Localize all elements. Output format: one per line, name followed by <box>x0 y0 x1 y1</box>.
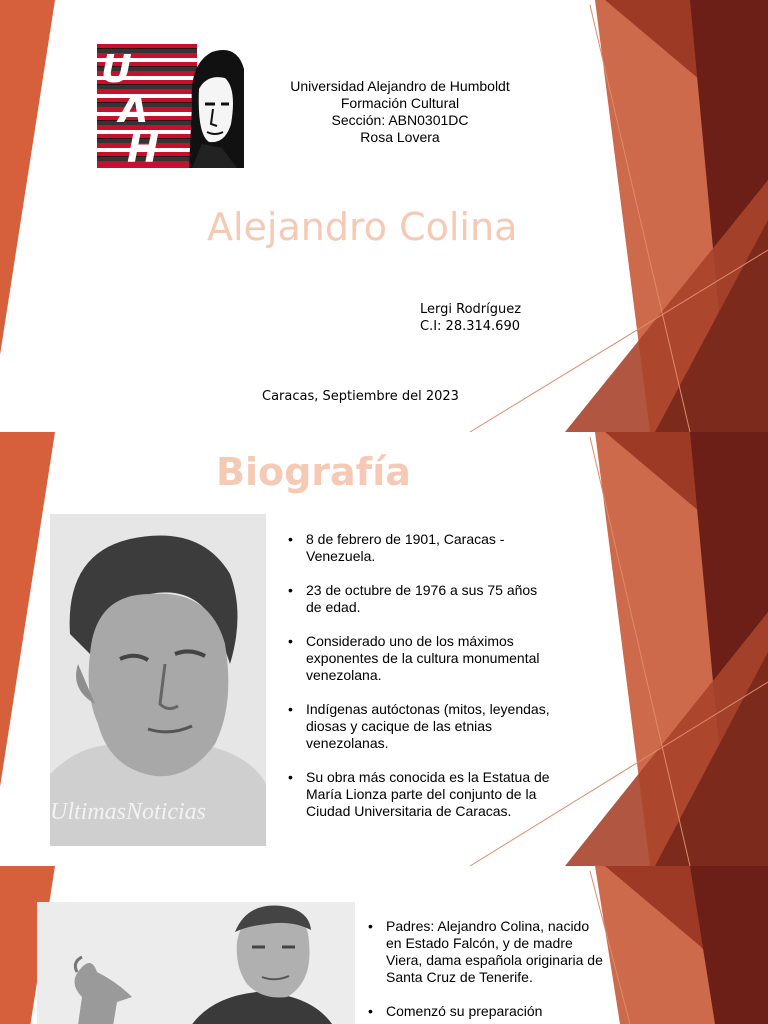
list-item: • Padres: Alejandro Colina, nacido en Estado Falcón, y de madre Viera, dama española originaria de Santa Cruz de Tenerife. <box>366 918 606 986</box>
biography-slide <box>0 432 768 866</box>
list-item: • Indígenas autóctonas (mitos, leyendas, diosas y cacique de las etnias venezolanas. <box>286 701 556 752</box>
logo-letter-u: U <box>101 47 132 91</box>
uah-logo <box>97 44 244 168</box>
portrait-photo <box>50 514 266 846</box>
author-id: C.I: 28.314.690 <box>420 319 520 334</box>
photo-watermark: UltimasNoticias <box>50 799 207 825</box>
sculptor-photo <box>37 902 355 1024</box>
author-block <box>420 301 521 335</box>
biography-list <box>286 531 556 837</box>
section-code: Sección: ABN0301DC <box>331 112 469 128</box>
list-item: • Su obra más conocida es la Estatua de María Lionza parte del conjunto de la Ciudad Universitaria de Caracas. <box>286 769 556 820</box>
slide-title: Biografía <box>216 450 411 494</box>
list-item: • 23 de octubre de 1976 a sus 75 años de edad. <box>286 582 556 616</box>
teacher-name: Rosa Lovera <box>360 129 440 145</box>
place-date: Caracas, Septiembre del 2023 <box>262 389 459 404</box>
list-item: • Considerado uno de los máximos exponentes de la cultura monumental venezolana. <box>286 633 556 684</box>
course-name: Formación Cultural <box>340 95 460 111</box>
details-list <box>366 918 606 1024</box>
slide-title: Alejandro Colina <box>207 205 518 249</box>
list-item: • 8 de febrero de 1901, Caracas - Venezuela. <box>286 531 556 565</box>
author-name: Lergi Rodríguez <box>420 302 522 317</box>
university-name: Universidad Alejandro de Humboldt <box>290 78 510 94</box>
list-item: • Comenzó su preparación <box>366 1003 606 1020</box>
logo-letter-h: H <box>127 127 159 168</box>
title-slide <box>0 0 768 432</box>
institution-header <box>260 78 540 146</box>
logo-letter-a: A <box>119 87 149 131</box>
details-slide <box>0 866 768 1024</box>
